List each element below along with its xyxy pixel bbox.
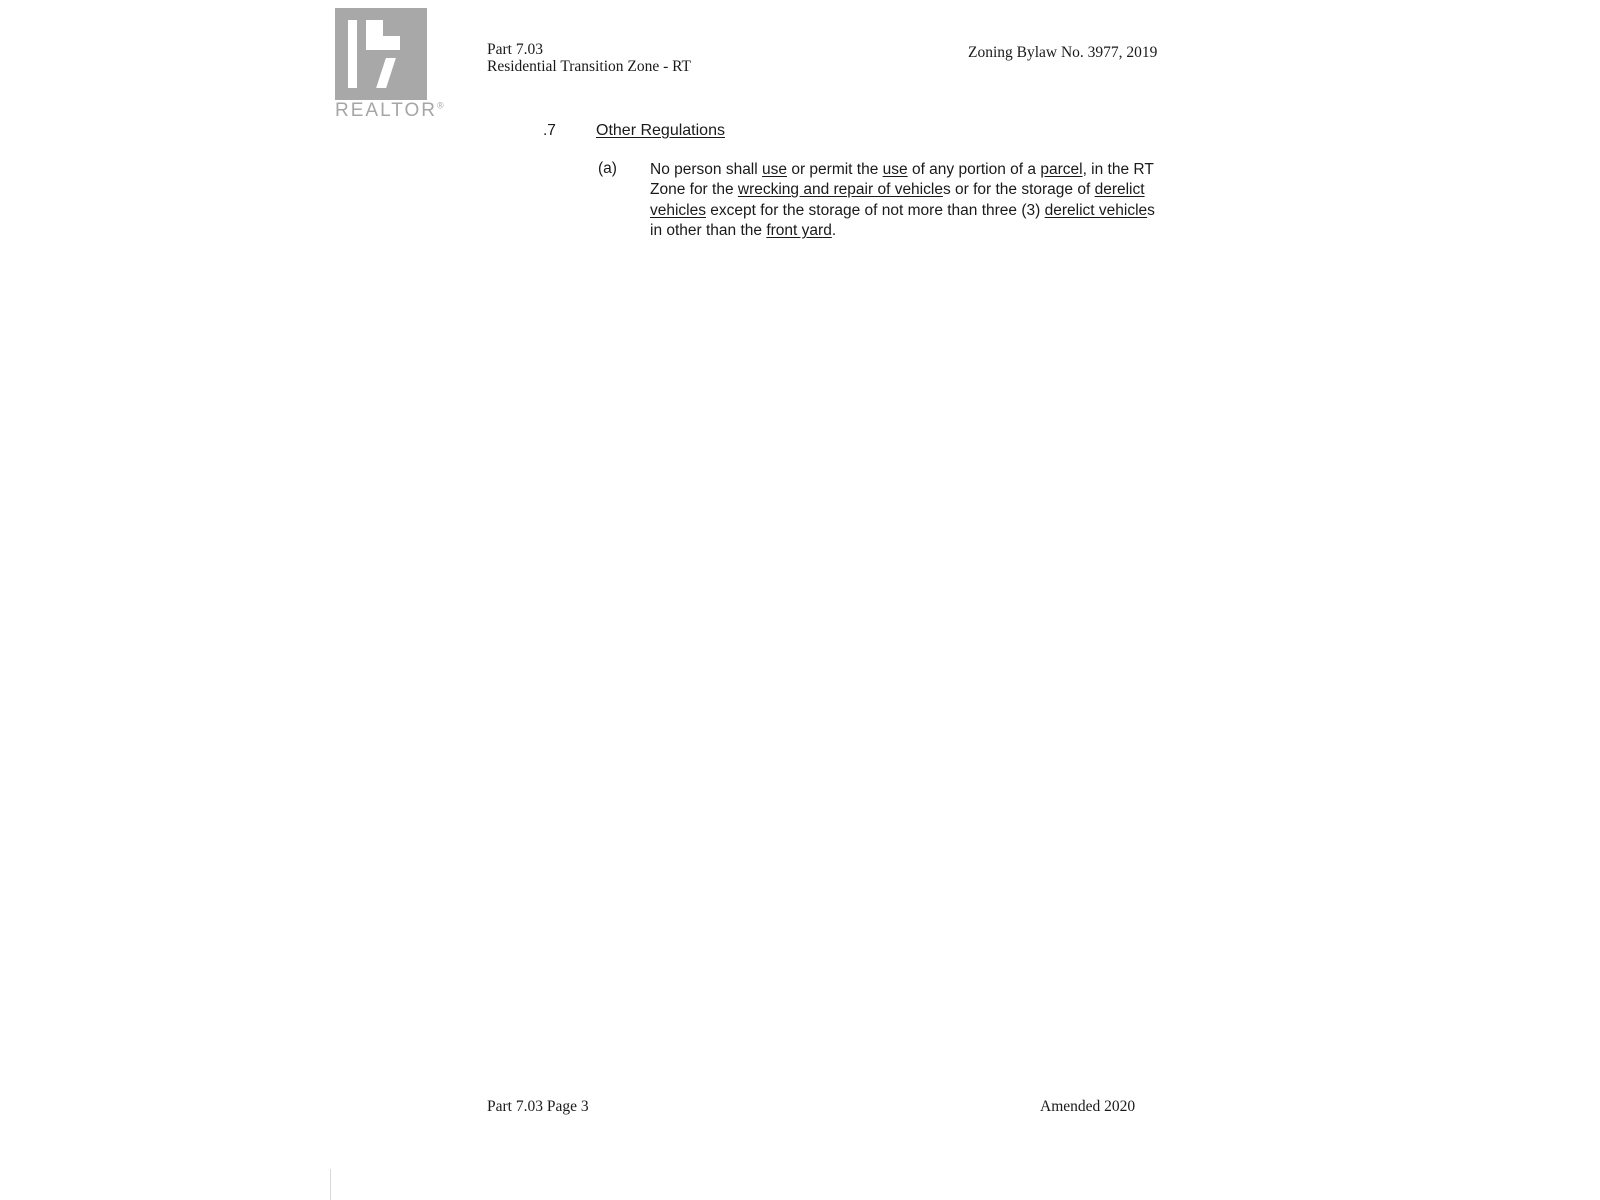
realtor-logo [335, 8, 444, 121]
header-zone: Residential Transition Zone - RT [487, 58, 692, 76]
realtor-logo-icon [335, 8, 427, 100]
term-use-2: use [882, 161, 908, 178]
page-edge-divider [330, 1169, 331, 1200]
clause-text-p7: s in other than the [650, 201, 1155, 239]
realtor-wordmark-text: REALTOR [335, 100, 437, 121]
term-wrecking-repair-vehicle: wrecking and repair of vehicle [737, 181, 943, 199]
clause-text [650, 160, 1162, 241]
term-front-yard: front yard [766, 221, 832, 239]
term-derelict-vehicles-1: derelict vehicles [650, 181, 1145, 219]
header-bylaw: Zoning Bylaw No. 3977, 2019 [968, 44, 1158, 61]
clause-text-p1: No person shall [650, 161, 763, 178]
footer-page: Part 7.03 Page 3 [487, 1098, 589, 1115]
realtor-wordmark [335, 100, 444, 122]
term-derelict-vehicle-2: derelict vehicle [1044, 201, 1148, 219]
trademark-symbol: ® [437, 100, 444, 111]
clause-text-p4: , in the RT Zone for the [650, 161, 1154, 199]
clause-label: (a) [598, 160, 617, 177]
clause-text-p8: . [831, 221, 837, 239]
header-left [487, 42, 691, 77]
section-number: .7 [543, 122, 556, 139]
footer-amended: Amended 2020 [1040, 1098, 1136, 1115]
clause-text-p5: s or for the storage of [942, 181, 1095, 199]
clause-text-p2: or permit the [787, 161, 883, 178]
term-parcel: parcel [1040, 161, 1083, 178]
clause-text-p3: of any portion of a [907, 161, 1041, 178]
section-title: Other Regulations [596, 122, 725, 139]
clause-text-p6: except for the storage of not more than three (3) [706, 201, 1045, 219]
header-part: Part 7.03 [487, 41, 543, 58]
term-use-1: use [762, 161, 788, 178]
